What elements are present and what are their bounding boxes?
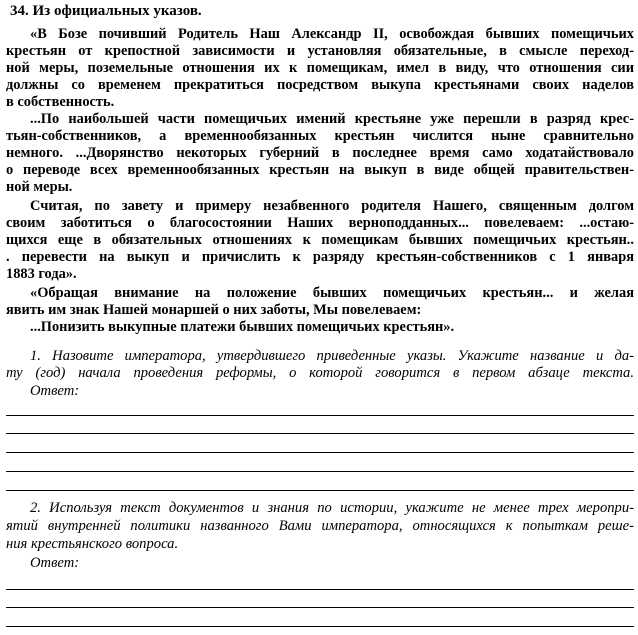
text-line: 1883 года». (6, 266, 77, 282)
text-line: своим заботиться о благосостоянии Наших верноподданных... повелеваем: ...остаю- (6, 215, 634, 231)
question-2-line: ятий внутренней политики названного Вами императора, относящихся к попыткам реше- (6, 518, 634, 534)
question-1-line: ту (год) начала проведения реформы, о которой говорится в первом абзаце текста. (6, 365, 634, 381)
text-line: ...Понизить выкупные платежи бывших помещичьих крестьян». (30, 319, 455, 335)
answer-label: Ответ: (30, 383, 80, 399)
answer-line[interactable] (6, 471, 634, 472)
text-line: ной меры. (6, 179, 73, 195)
text-line: щихся еще в обязательных отношениях к помещикам бывших помещичьих крестьян.. (6, 232, 634, 248)
answer-line[interactable] (6, 607, 634, 608)
text-line: должны со временем прекратиться посредством выкупа крестьянами своих наделов (6, 77, 634, 93)
answer-label: Ответ: (30, 555, 80, 571)
question-2-line: 2. Используя текст документов и знания по истории, укажите не менее трех меропри- (30, 500, 634, 516)
text-line: ной меры, поземельные отношения их к помещикам, имел в виду, что отношения сии (6, 60, 634, 76)
answer-line[interactable] (6, 626, 634, 627)
text-line: явить им знак Нашей монаршей о них заботы, Мы повелеваем: (6, 302, 422, 318)
text-line: . перевести на выкуп и причислить к разряду крестьян-собственников с 1 января (6, 249, 634, 265)
question-1-line: 1. Назовите императора, утвердившего приведенные указы. Укажите название и да- (30, 348, 634, 364)
text-line: «В Бозе почивший Родитель Наш Александр II, освобождая бывших помещичьих (30, 26, 634, 42)
answer-line[interactable] (6, 452, 634, 453)
text-line: крестьян от крепостной зависимости и установляя обязательные, в смысле переход- (6, 43, 634, 59)
document-heading: 34. Из официальных указов. (10, 3, 202, 19)
text-line: «Обращая внимание на положение бывших помещичьих крестьян... и желая (30, 285, 634, 301)
text-line: о переводе всех временнообязанных крестьян на выкуп в виде общей правительствен- (6, 162, 634, 178)
answer-line[interactable] (6, 433, 634, 434)
answer-line[interactable] (6, 415, 634, 416)
text-line: немного. ...Дворянство некоторых губерний в последнее время само ходатайствовало (6, 145, 634, 161)
text-line: тьян-собственников, а временнообязанных крестьян числится ныне сравнительно (6, 128, 634, 144)
text-line: Считая, по завету и примеру незабвенного родителя Нашего, священным долгом (30, 198, 634, 214)
question-2-line: ния крестьянского вопроса. (6, 536, 179, 552)
text-line: ...По наибольшей части помещичьих имений крестьяне уже перешли в разряд крес- (30, 111, 634, 127)
answer-line[interactable] (6, 589, 634, 590)
answer-line[interactable] (6, 490, 634, 491)
text-line: в собственность. (6, 94, 115, 110)
